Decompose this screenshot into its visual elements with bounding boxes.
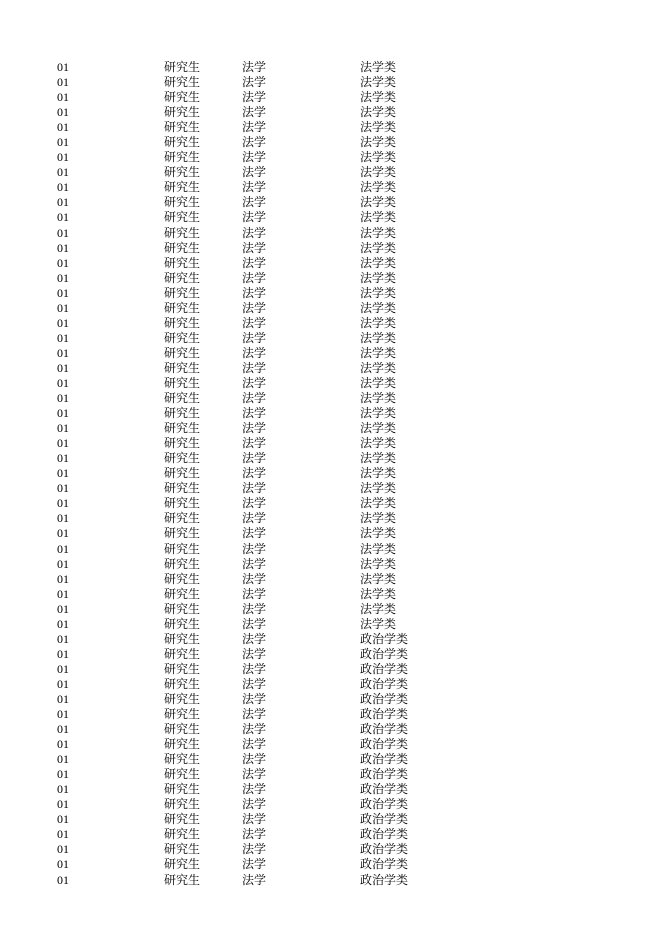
- cell-category: 法学类: [360, 601, 397, 616]
- cell-level: 研究生: [164, 872, 201, 887]
- cell-category: 政治学类: [360, 691, 409, 706]
- table-row: [0, 692, 662, 707]
- cell-category: 法学类: [360, 315, 397, 330]
- cell-category: 法学类: [360, 90, 397, 105]
- table-row: [0, 542, 662, 557]
- table-row: [0, 421, 662, 436]
- cell-discipline: 法学: [242, 210, 267, 225]
- cell-discipline: 法学: [242, 330, 267, 345]
- table-row: [0, 150, 662, 165]
- cell-discipline: 法学: [242, 285, 267, 300]
- cell-category: 法学类: [360, 436, 397, 451]
- table-row: [0, 361, 662, 376]
- table-row: [0, 376, 662, 391]
- cell-category: 法学类: [360, 165, 397, 180]
- cell-discipline: 法学: [242, 631, 267, 646]
- cell-category: 政治学类: [360, 857, 409, 872]
- cell-category: 法学类: [360, 120, 397, 135]
- table-row: [0, 662, 662, 677]
- cell-discipline: 法学: [242, 451, 267, 466]
- cell-discipline: 法学: [242, 586, 267, 601]
- cell-code: 01: [57, 691, 69, 706]
- table-row: [0, 165, 662, 180]
- cell-level: 研究生: [164, 646, 201, 661]
- cell-discipline: 法学: [242, 556, 267, 571]
- cell-discipline: 法学: [242, 782, 267, 797]
- cell-code: 01: [57, 406, 69, 421]
- cell-code: 01: [57, 195, 69, 210]
- cell-discipline: 法学: [242, 180, 267, 195]
- cell-category: 法学类: [360, 421, 397, 436]
- cell-category: 法学类: [360, 481, 397, 496]
- table-row: [0, 857, 662, 872]
- cell-category: 政治学类: [360, 842, 409, 857]
- cell-code: 01: [57, 767, 69, 782]
- cell-category: 法学类: [360, 210, 397, 225]
- cell-level: 研究生: [164, 225, 201, 240]
- cell-discipline: 法学: [242, 240, 267, 255]
- table-row: [0, 241, 662, 256]
- cell-code: 01: [57, 707, 69, 722]
- cell-code: 01: [57, 165, 69, 180]
- cell-code: 01: [57, 842, 69, 857]
- table-row: [0, 526, 662, 541]
- table-row: [0, 782, 662, 797]
- cell-discipline: 法学: [242, 571, 267, 586]
- cell-code: 01: [57, 75, 69, 90]
- cell-code: 01: [57, 752, 69, 767]
- cell-level: 研究生: [164, 752, 201, 767]
- cell-discipline: 法学: [242, 767, 267, 782]
- cell-category: 政治学类: [360, 707, 409, 722]
- cell-category: 法学类: [360, 586, 397, 601]
- table-row: [0, 331, 662, 346]
- table-row: [0, 481, 662, 496]
- cell-discipline: 法学: [242, 812, 267, 827]
- cell-level: 研究生: [164, 466, 201, 481]
- cell-category: 法学类: [360, 105, 397, 120]
- cell-code: 01: [57, 345, 69, 360]
- cell-level: 研究生: [164, 526, 201, 541]
- cell-code: 01: [57, 586, 69, 601]
- cell-code: 01: [57, 646, 69, 661]
- cell-category: 政治学类: [360, 752, 409, 767]
- cell-discipline: 法学: [242, 360, 267, 375]
- cell-category: 政治学类: [360, 722, 409, 737]
- cell-level: 研究生: [164, 315, 201, 330]
- cell-level: 研究生: [164, 165, 201, 180]
- cell-level: 研究生: [164, 496, 201, 511]
- cell-level: 研究生: [164, 120, 201, 135]
- table-row: [0, 316, 662, 331]
- table-row: [0, 210, 662, 225]
- cell-level: 研究生: [164, 616, 201, 631]
- cell-category: 政治学类: [360, 827, 409, 842]
- cell-level: 研究生: [164, 210, 201, 225]
- cell-level: 研究生: [164, 330, 201, 345]
- cell-code: 01: [57, 616, 69, 631]
- table-row: [0, 767, 662, 782]
- table-row: [0, 677, 662, 692]
- cell-level: 研究生: [164, 767, 201, 782]
- cell-code: 01: [57, 722, 69, 737]
- table-row: [0, 812, 662, 827]
- cell-code: 01: [57, 255, 69, 270]
- cell-level: 研究生: [164, 195, 201, 210]
- data-table: [0, 60, 662, 888]
- cell-category: 政治学类: [360, 812, 409, 827]
- cell-code: 01: [57, 270, 69, 285]
- cell-discipline: 法学: [242, 75, 267, 90]
- cell-code: 01: [57, 556, 69, 571]
- cell-code: 01: [57, 225, 69, 240]
- table-row: [0, 60, 662, 75]
- cell-level: 研究生: [164, 481, 201, 496]
- table-row: [0, 286, 662, 301]
- cell-category: 法学类: [360, 285, 397, 300]
- cell-level: 研究生: [164, 586, 201, 601]
- cell-level: 研究生: [164, 285, 201, 300]
- cell-discipline: 法学: [242, 421, 267, 436]
- cell-level: 研究生: [164, 135, 201, 150]
- cell-discipline: 法学: [242, 315, 267, 330]
- cell-code: 01: [57, 105, 69, 120]
- cell-code: 01: [57, 797, 69, 812]
- cell-level: 研究生: [164, 631, 201, 646]
- cell-category: 法学类: [360, 496, 397, 511]
- cell-category: 法学类: [360, 345, 397, 360]
- cell-category: 法学类: [360, 360, 397, 375]
- cell-discipline: 法学: [242, 737, 267, 752]
- cell-code: 01: [57, 375, 69, 390]
- cell-level: 研究生: [164, 105, 201, 120]
- cell-discipline: 法学: [242, 842, 267, 857]
- cell-code: 01: [57, 631, 69, 646]
- cell-category: 政治学类: [360, 782, 409, 797]
- cell-discipline: 法学: [242, 722, 267, 737]
- cell-code: 01: [57, 737, 69, 752]
- cell-code: 01: [57, 676, 69, 691]
- cell-level: 研究生: [164, 571, 201, 586]
- cell-level: 研究生: [164, 75, 201, 90]
- cell-level: 研究生: [164, 240, 201, 255]
- cell-code: 01: [57, 180, 69, 195]
- table-row: [0, 75, 662, 90]
- cell-category: 法学类: [360, 556, 397, 571]
- cell-discipline: 法学: [242, 255, 267, 270]
- cell-discipline: 法学: [242, 857, 267, 872]
- cell-discipline: 法学: [242, 150, 267, 165]
- cell-code: 01: [57, 391, 69, 406]
- cell-code: 01: [57, 210, 69, 225]
- cell-discipline: 法学: [242, 646, 267, 661]
- cell-category: 法学类: [360, 541, 397, 556]
- cell-code: 01: [57, 300, 69, 315]
- cell-discipline: 法学: [242, 511, 267, 526]
- cell-level: 研究生: [164, 842, 201, 857]
- cell-level: 研究生: [164, 737, 201, 752]
- cell-level: 研究生: [164, 782, 201, 797]
- cell-discipline: 法学: [242, 406, 267, 421]
- cell-category: 法学类: [360, 150, 397, 165]
- cell-discipline: 法学: [242, 691, 267, 706]
- cell-code: 01: [57, 496, 69, 511]
- cell-level: 研究生: [164, 391, 201, 406]
- cell-discipline: 法学: [242, 391, 267, 406]
- cell-level: 研究生: [164, 180, 201, 195]
- cell-level: 研究生: [164, 60, 201, 74]
- cell-category: 政治学类: [360, 872, 409, 887]
- cell-code: 01: [57, 481, 69, 496]
- table-row: [0, 587, 662, 602]
- table-row: [0, 226, 662, 241]
- cell-discipline: 法学: [242, 496, 267, 511]
- cell-discipline: 法学: [242, 616, 267, 631]
- cell-category: 法学类: [360, 451, 397, 466]
- table-row: [0, 797, 662, 812]
- table-row: [0, 271, 662, 286]
- table-row: [0, 707, 662, 722]
- cell-category: 法学类: [360, 225, 397, 240]
- table-row: [0, 436, 662, 451]
- cell-discipline: 法学: [242, 375, 267, 390]
- cell-category: 政治学类: [360, 646, 409, 661]
- cell-category: 法学类: [360, 616, 397, 631]
- cell-discipline: 法学: [242, 872, 267, 887]
- cell-level: 研究生: [164, 451, 201, 466]
- table-row: [0, 511, 662, 526]
- cell-category: 法学类: [360, 300, 397, 315]
- cell-category: 政治学类: [360, 661, 409, 676]
- cell-category: 法学类: [360, 195, 397, 210]
- cell-code: 01: [57, 315, 69, 330]
- table-row: [0, 451, 662, 466]
- cell-category: 法学类: [360, 75, 397, 90]
- cell-discipline: 法学: [242, 526, 267, 541]
- cell-category: 法学类: [360, 391, 397, 406]
- cell-level: 研究生: [164, 676, 201, 691]
- cell-category: 政治学类: [360, 797, 409, 812]
- table-row: [0, 406, 662, 421]
- cell-code: 01: [57, 872, 69, 887]
- cell-level: 研究生: [164, 511, 201, 526]
- cell-discipline: 法学: [242, 466, 267, 481]
- table-row: [0, 135, 662, 150]
- cell-level: 研究生: [164, 150, 201, 165]
- cell-code: 01: [57, 511, 69, 526]
- cell-code: 01: [57, 330, 69, 345]
- table-row: [0, 120, 662, 135]
- cell-discipline: 法学: [242, 225, 267, 240]
- table-row: [0, 617, 662, 632]
- cell-category: 法学类: [360, 270, 397, 285]
- cell-level: 研究生: [164, 360, 201, 375]
- cell-category: 政治学类: [360, 737, 409, 752]
- table-row: [0, 180, 662, 195]
- cell-code: 01: [57, 451, 69, 466]
- cell-category: 法学类: [360, 375, 397, 390]
- cell-code: 01: [57, 240, 69, 255]
- cell-code: 01: [57, 827, 69, 842]
- cell-discipline: 法学: [242, 60, 267, 74]
- cell-code: 01: [57, 90, 69, 105]
- table-row: [0, 602, 662, 617]
- cell-level: 研究生: [164, 300, 201, 315]
- cell-discipline: 法学: [242, 827, 267, 842]
- cell-discipline: 法学: [242, 135, 267, 150]
- cell-category: 法学类: [360, 240, 397, 255]
- table-row: [0, 827, 662, 842]
- cell-level: 研究生: [164, 556, 201, 571]
- cell-category: 政治学类: [360, 767, 409, 782]
- cell-level: 研究生: [164, 827, 201, 842]
- cell-code: 01: [57, 421, 69, 436]
- cell-code: 01: [57, 120, 69, 135]
- cell-code: 01: [57, 285, 69, 300]
- cell-level: 研究生: [164, 270, 201, 285]
- cell-code: 01: [57, 466, 69, 481]
- cell-level: 研究生: [164, 707, 201, 722]
- cell-category: 法学类: [360, 135, 397, 150]
- cell-code: 01: [57, 526, 69, 541]
- cell-discipline: 法学: [242, 661, 267, 676]
- cell-code: 01: [57, 782, 69, 797]
- cell-discipline: 法学: [242, 797, 267, 812]
- table-row: [0, 557, 662, 572]
- cell-code: 01: [57, 60, 69, 74]
- cell-category: 法学类: [360, 571, 397, 586]
- cell-level: 研究生: [164, 857, 201, 872]
- table-row: [0, 737, 662, 752]
- cell-code: 01: [57, 150, 69, 165]
- table-row: [0, 301, 662, 316]
- cell-discipline: 法学: [242, 105, 267, 120]
- table-row: [0, 105, 662, 120]
- cell-level: 研究生: [164, 601, 201, 616]
- cell-discipline: 法学: [242, 120, 267, 135]
- table-row: [0, 572, 662, 587]
- cell-category: 法学类: [360, 255, 397, 270]
- table-row: [0, 842, 662, 857]
- cell-discipline: 法学: [242, 752, 267, 767]
- cell-discipline: 法学: [242, 165, 267, 180]
- table-row: [0, 632, 662, 647]
- cell-code: 01: [57, 541, 69, 556]
- cell-category: 法学类: [360, 511, 397, 526]
- table-row: [0, 391, 662, 406]
- cell-category: 政治学类: [360, 631, 409, 646]
- cell-level: 研究生: [164, 436, 201, 451]
- table-row: [0, 346, 662, 361]
- cell-category: 法学类: [360, 406, 397, 421]
- cell-code: 01: [57, 571, 69, 586]
- table-row: [0, 873, 662, 888]
- cell-discipline: 法学: [242, 676, 267, 691]
- cell-category: 法学类: [360, 466, 397, 481]
- cell-code: 01: [57, 360, 69, 375]
- cell-category: 法学类: [360, 526, 397, 541]
- cell-level: 研究生: [164, 90, 201, 105]
- cell-discipline: 法学: [242, 541, 267, 556]
- cell-discipline: 法学: [242, 195, 267, 210]
- cell-code: 01: [57, 661, 69, 676]
- cell-level: 研究生: [164, 421, 201, 436]
- table-row: [0, 256, 662, 271]
- cell-level: 研究生: [164, 797, 201, 812]
- cell-category: 政治学类: [360, 676, 409, 691]
- cell-code: 01: [57, 436, 69, 451]
- cell-level: 研究生: [164, 255, 201, 270]
- cell-code: 01: [57, 857, 69, 872]
- cell-level: 研究生: [164, 541, 201, 556]
- cell-level: 研究生: [164, 375, 201, 390]
- cell-code: 01: [57, 812, 69, 827]
- cell-discipline: 法学: [242, 300, 267, 315]
- cell-discipline: 法学: [242, 707, 267, 722]
- cell-discipline: 法学: [242, 436, 267, 451]
- cell-level: 研究生: [164, 722, 201, 737]
- table-row: [0, 466, 662, 481]
- cell-code: 01: [57, 601, 69, 616]
- cell-level: 研究生: [164, 345, 201, 360]
- cell-discipline: 法学: [242, 601, 267, 616]
- cell-category: 法学类: [360, 60, 397, 74]
- table-row: [0, 752, 662, 767]
- cell-level: 研究生: [164, 661, 201, 676]
- table-row: [0, 647, 662, 662]
- table-row: [0, 496, 662, 511]
- cell-level: 研究生: [164, 691, 201, 706]
- table-row: [0, 195, 662, 210]
- cell-category: 法学类: [360, 330, 397, 345]
- cell-discipline: 法学: [242, 270, 267, 285]
- cell-discipline: 法学: [242, 90, 267, 105]
- cell-level: 研究生: [164, 812, 201, 827]
- table-row: [0, 90, 662, 105]
- cell-code: 01: [57, 135, 69, 150]
- cell-level: 研究生: [164, 406, 201, 421]
- cell-discipline: 法学: [242, 481, 267, 496]
- cell-category: 法学类: [360, 180, 397, 195]
- table-row: [0, 722, 662, 737]
- cell-discipline: 法学: [242, 345, 267, 360]
